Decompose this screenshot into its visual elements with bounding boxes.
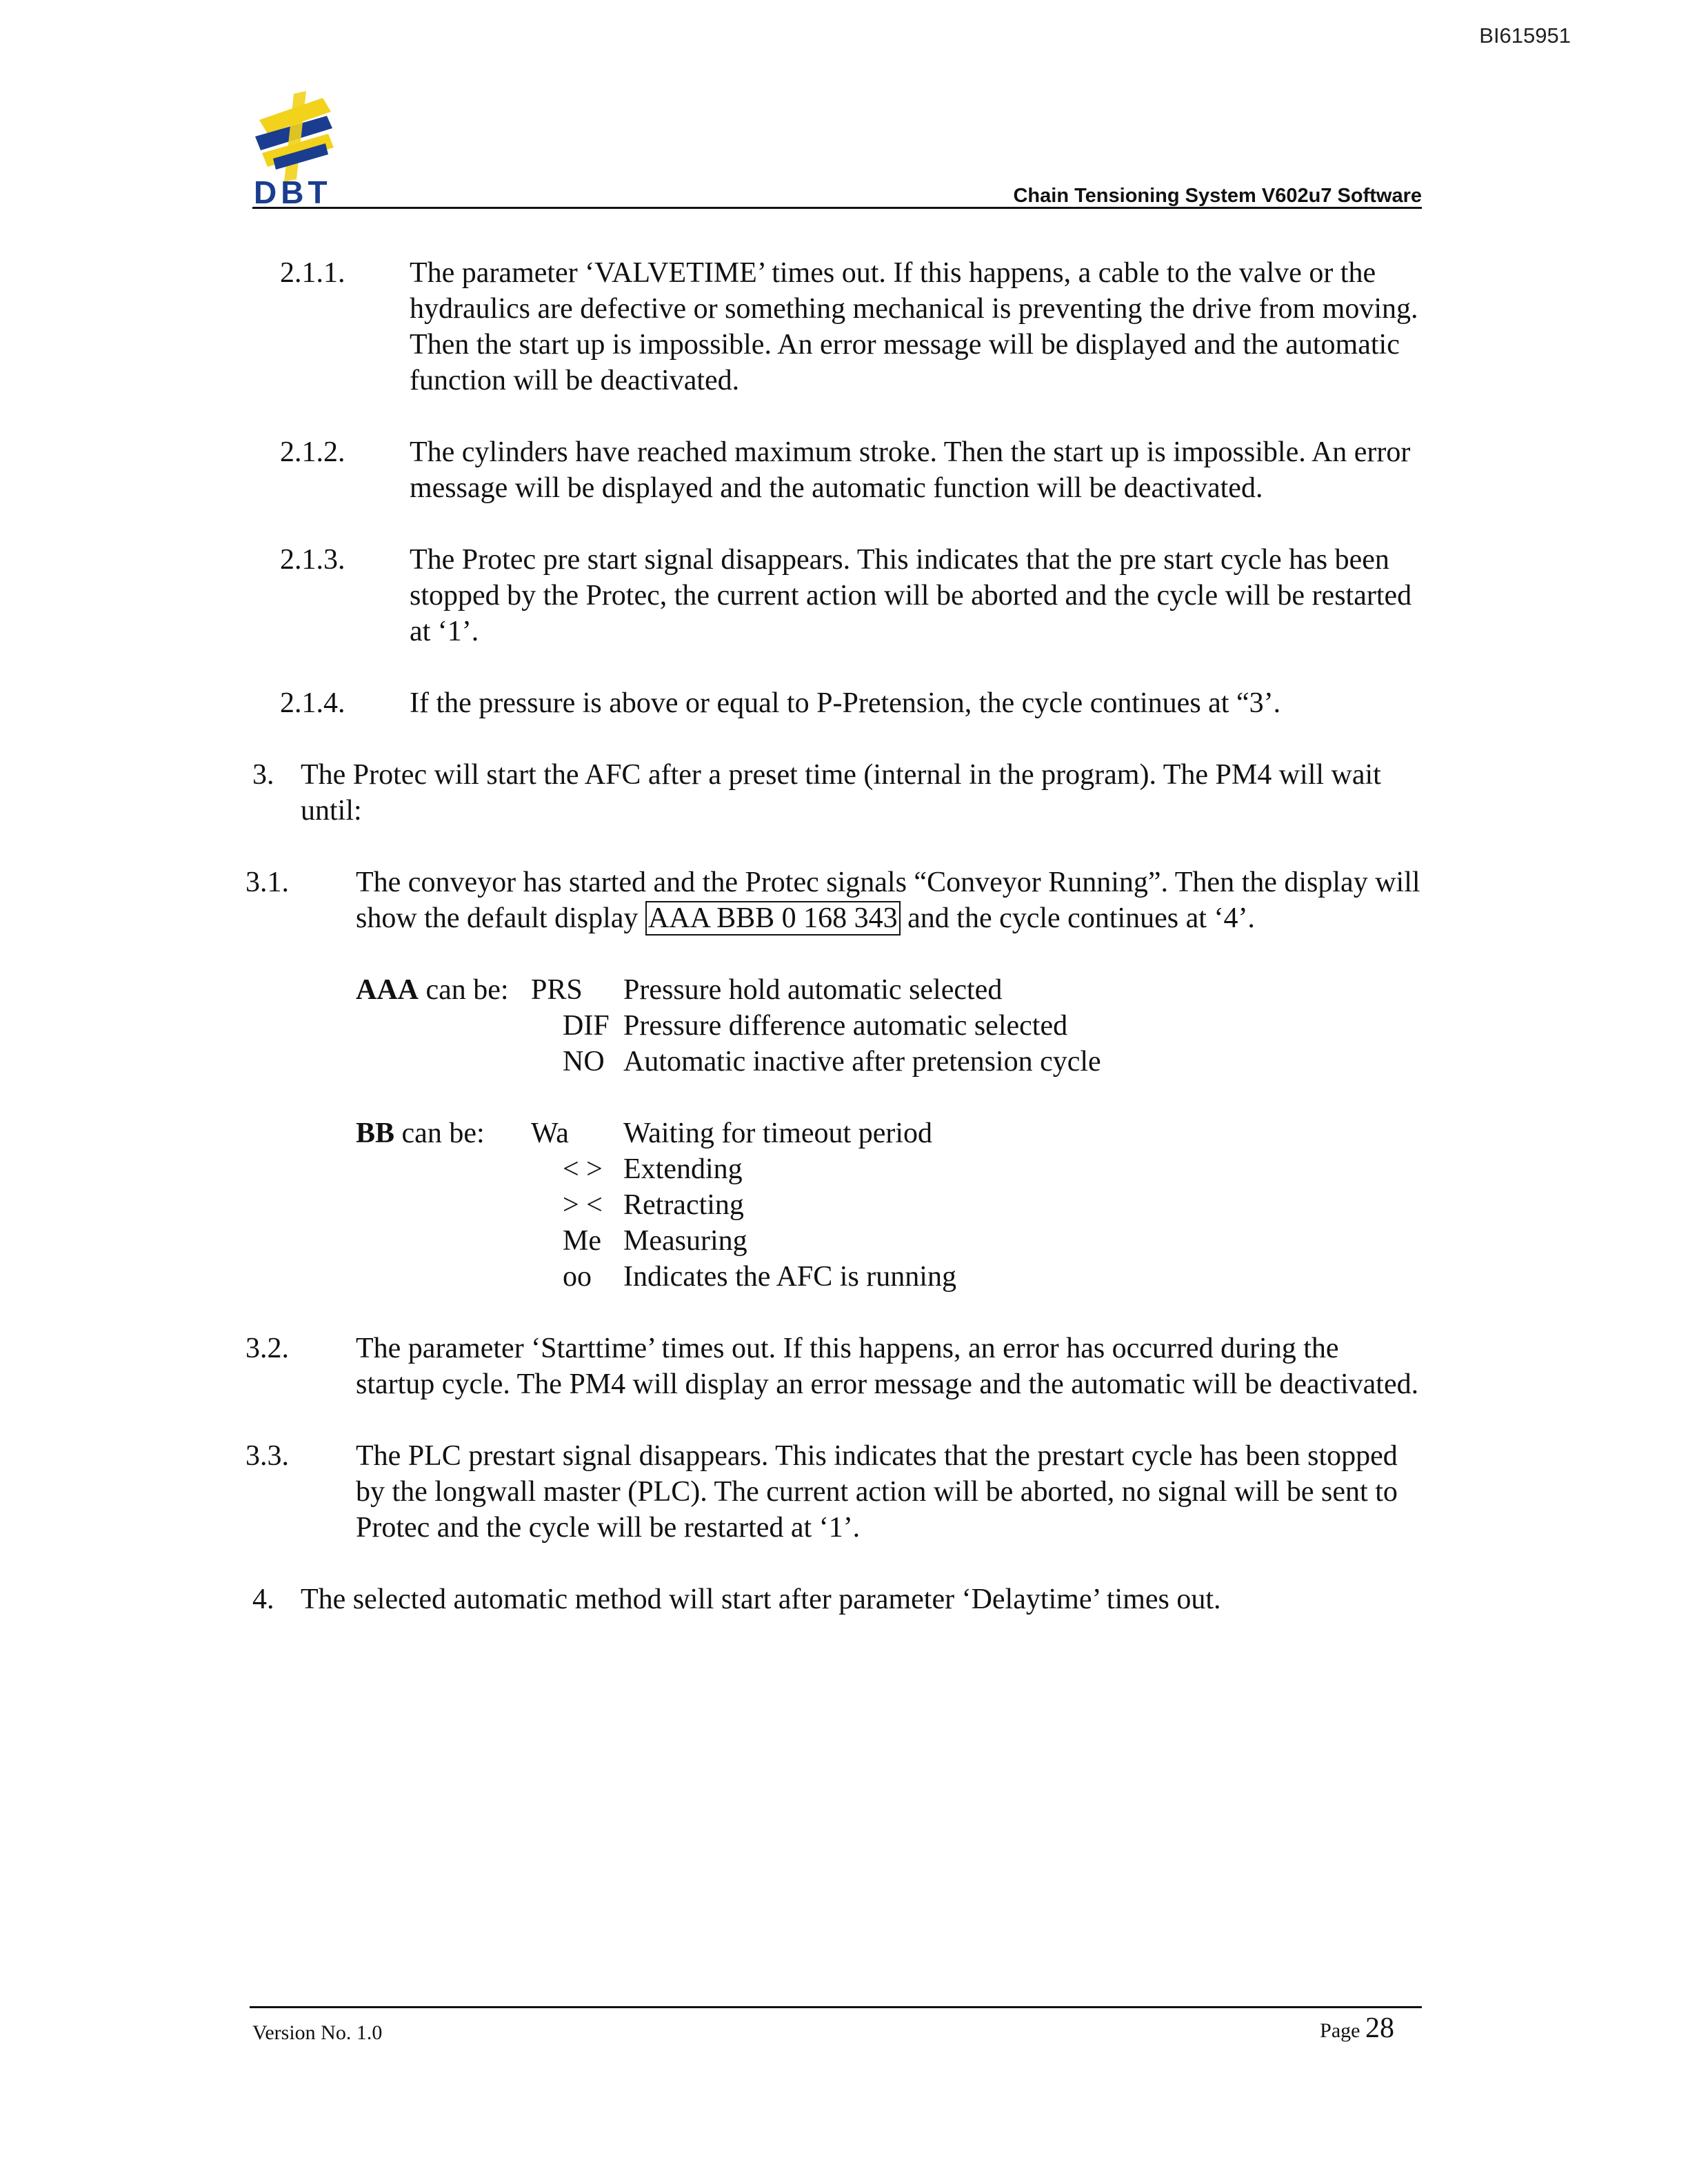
item-number: 3.3. <box>245 1440 289 1472</box>
item-text: The parameter ‘Starttime’ times out. If this happens, an error has occurred during the startup cycle. The PM4 will display an error message and the automatic will be deactivated. <box>356 1333 1419 1400</box>
definition-code: NO <box>563 1046 605 1078</box>
definition-row <box>356 1008 1425 1044</box>
dbt-logo <box>252 91 338 208</box>
definition-code: oo <box>563 1261 592 1293</box>
definition-code: PRS <box>531 974 583 1006</box>
document-id: BI615951 <box>1479 23 1571 48</box>
item-text: The selected automatic method will start after parameter ‘Delaytime’ times out. <box>301 1584 1221 1615</box>
item-text: The Protec pre start signal disappears. This indicates that the pre start cycle has been stopped by the Protec, the current action will be aborted and the cycle will be restarted at ‘1’. <box>410 544 1412 647</box>
definition-row <box>356 1259 1425 1295</box>
definition-code: Me <box>563 1225 601 1257</box>
definition-text: Retracting <box>623 1189 744 1221</box>
item-text: The Protec will start the AFC after a preset time (internal in the program). The PM4 will wait until: <box>301 759 1381 827</box>
definition-row <box>356 1151 1425 1187</box>
list-item-2-1-2 <box>280 434 1425 506</box>
bb-definition-list <box>356 1115 1425 1295</box>
definition-text: Pressure hold automatic selected <box>623 974 1003 1006</box>
list-item-3 <box>252 757 1425 829</box>
item-number: 2.1.4. <box>280 687 345 719</box>
list-item-4 <box>252 1581 1425 1617</box>
item-number: 3. <box>252 759 274 791</box>
item-text: The parameter ‘VALVETIME’ times out. If this happens, a cable to the valve or the hydraulics are defective or something mechanical is preventing the drive from moving. Then the start up is impossible. An error message will be displayed and the automatic function will be deactivated. <box>410 257 1418 396</box>
item-text-continued: and the cycle continues at ‘4’. <box>900 902 1255 934</box>
footer-divider <box>250 2006 1422 2008</box>
definition-row <box>356 1044 1425 1080</box>
document-body <box>245 255 1425 1653</box>
definition-code: Wa <box>531 1118 569 1149</box>
definition-code: < > <box>563 1153 603 1185</box>
footer-page <box>1320 2012 1394 2045</box>
definition-text: Extending <box>623 1153 743 1185</box>
definition-row <box>356 1223 1425 1259</box>
item-number: 3.2. <box>245 1333 289 1364</box>
item-text: The PLC prestart signal disappears. This indicates that the prestart cycle has been stopped by the longwall master (PLC). The current action will be aborted, no signal will be sent to Protec and the cycle will be restarted at ‘1’. <box>356 1440 1398 1544</box>
list-item-2-1-3 <box>280 542 1425 649</box>
item-number: 4. <box>252 1584 274 1615</box>
default-display-box: AAA BBB 0 168 343 <box>645 901 901 936</box>
list-item-2-1-4 <box>280 685 1425 721</box>
page-label: Page <box>1320 2019 1365 2042</box>
list-item-2-1-1 <box>280 255 1425 398</box>
definition-row <box>356 1187 1425 1223</box>
definition-row <box>356 972 1425 1008</box>
aaa-definition-list <box>356 972 1425 1080</box>
definition-text: Waiting for timeout period <box>623 1118 933 1149</box>
item-text: If the pressure is above or equal to P-Pretension, the cycle continues at “3’. <box>410 687 1281 719</box>
logo-text: DBT <box>254 174 332 210</box>
header-title: Chain Tensioning System V602u7 Software <box>1013 185 1422 207</box>
item-number: 2.1.3. <box>280 544 345 576</box>
list-item-3-2 <box>245 1331 1425 1402</box>
definition-text: Measuring <box>623 1225 747 1257</box>
definition-text: Indicates the AFC is running <box>623 1261 956 1293</box>
definition-code: DIF <box>563 1010 610 1042</box>
header-divider <box>252 207 1422 209</box>
item-number: 3.1. <box>245 867 289 898</box>
list-item-3-3 <box>245 1438 1425 1546</box>
item-number: 2.1.1. <box>280 257 345 289</box>
item-text: The conveyor has started and the Protec signals “Conveyor Running”. Then the display will show the default display <box>356 867 1420 934</box>
page-number: 28 <box>1365 2012 1394 2044</box>
definition-row <box>356 1115 1425 1151</box>
definition-label: AAA can be: <box>356 974 509 1006</box>
item-text: The cylinders have reached maximum stroke. Then the start up is impossible. An error message will be displayed and the automatic function will be deactivated. <box>410 436 1411 504</box>
item-number: 2.1.2. <box>280 436 345 468</box>
definition-text: Pressure difference automatic selected <box>623 1010 1068 1042</box>
definition-code: > < <box>563 1189 603 1221</box>
definition-label: BB can be: <box>356 1118 485 1149</box>
footer-version: Version No. 1.0 <box>252 2021 383 2044</box>
list-item-3-1 <box>245 865 1425 936</box>
definition-text: Automatic inactive after pretension cycle <box>623 1046 1101 1078</box>
